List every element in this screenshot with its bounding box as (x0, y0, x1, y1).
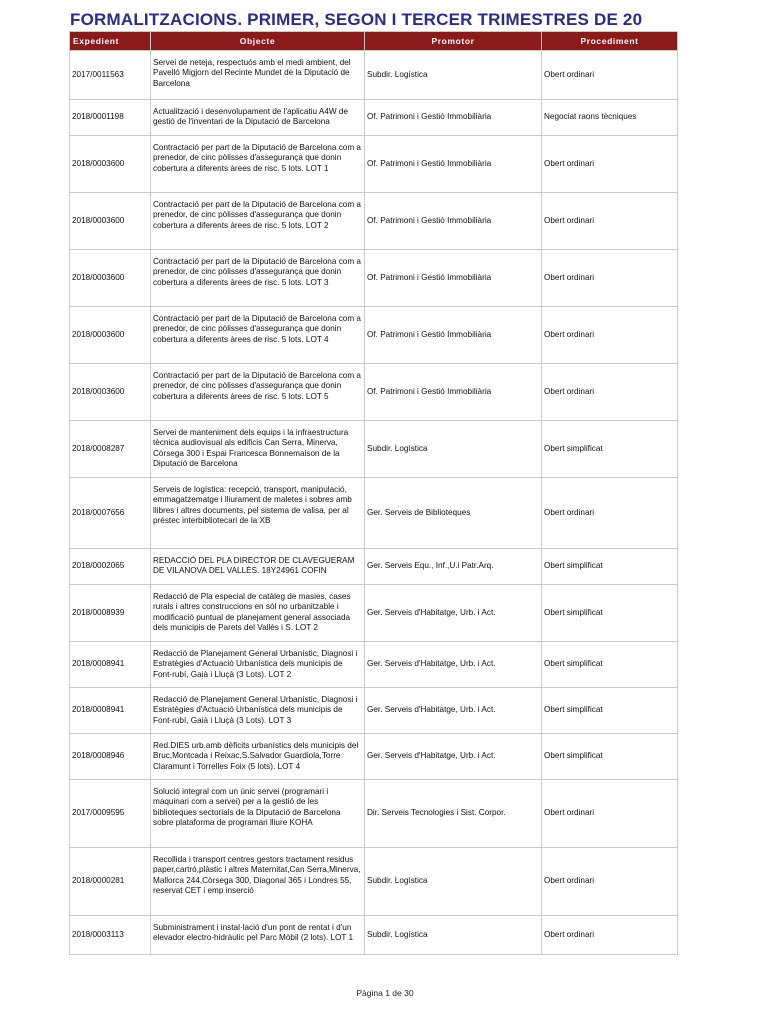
table-row (70, 364, 678, 421)
table-row (70, 780, 678, 848)
cell-procediment: Obert ordinari (542, 250, 678, 307)
cell-objecte: Contractació per part de la Diputació de Barcelona com a prenedor, de cinc pòlisses d'assegurança que donin cobertura a diferents àrees de risc. 5 lots. LOT 5 (151, 364, 365, 421)
cell-objecte: Subministrament i instal·lació d'un pont de rentat i d'un elevador electro-hidràulic pel Parc Mòbil (2 lots). LOT 1 (151, 916, 365, 955)
cell-promotor: Of. Patrimoni i Gestió Immobiliària (365, 193, 542, 250)
cell-procediment: Obert ordinari (542, 916, 678, 955)
cell-expedient: 2018/0008941 (70, 688, 151, 734)
cell-procediment: Obert simplificat (542, 734, 678, 780)
table-row (70, 688, 678, 734)
table-row (70, 136, 678, 193)
cell-procediment: Obert ordinari (542, 364, 678, 421)
table-row (70, 585, 678, 642)
cell-promotor: Of. Patrimoni i Gestió Immobiliària (365, 136, 542, 193)
cell-expedient: 2018/0001198 (70, 100, 151, 136)
column-header-procediment: Procediment (542, 32, 678, 51)
cell-objecte: Servei de neteja, respectuós amb el medi ambient, del Pavelló Migjorn del Recinte Mundet de la Diputació de Barcelona (151, 51, 365, 100)
cell-promotor: Ger. Serveis d'Habitatge, Urb. i Act. (365, 734, 542, 780)
formalitzacions-table (69, 31, 678, 955)
cell-promotor: Ger. Serveis d'Habitatge, Urb. i Act. (365, 585, 542, 642)
cell-expedient: 2018/0003600 (70, 193, 151, 250)
cell-expedient: 2018/0000281 (70, 848, 151, 916)
cell-objecte: Redacció de Planejament General Urbanístic, Diagnosi i Estratègies d'Actuació Urbanística dels municipis de Font-rubí, Gaià i Lluçà (3 Lots). LOT 3 (151, 688, 365, 734)
table-row (70, 421, 678, 478)
table-body (70, 51, 678, 955)
page-number: Pàgina 1 de 30 (356, 988, 414, 998)
cell-objecte: Recollida i transport centres gestors tractament residus paper,cartró,plàstic i altres Maternitat,Can Serra,Minerva, Mallorca 244,Còrsega 300, Diagonal 365 i Londres 55, reservat CET i emp inserció (151, 848, 365, 916)
table-row (70, 250, 678, 307)
cell-procediment: Obert ordinari (542, 51, 678, 100)
cell-promotor: Dir. Serveis Tecnologies i Sist. Corpor. (365, 780, 542, 848)
cell-promotor: Ger. Serveis Equ., Inf.,U.i Patr.Arq. (365, 549, 542, 585)
cell-promotor: Subdir. Logística (365, 848, 542, 916)
cell-expedient: 2018/0008287 (70, 421, 151, 478)
cell-promotor: Of. Patrimoni i Gestió Immobiliària (365, 250, 542, 307)
cell-procediment: Obert simplificat (542, 549, 678, 585)
cell-procediment: Obert ordinari (542, 478, 678, 549)
cell-expedient: 2018/0003600 (70, 364, 151, 421)
column-header-expedient: Expedient (70, 32, 151, 51)
cell-objecte: Contractació per part de la Diputació de Barcelona com a prenedor, de cinc pòlisses d'assegurança que donin cobertura a diferents àrees de risc. 5 lots. LOT 4 (151, 307, 365, 364)
cell-objecte: Servei de manteniment dels equips i la infraestructura tècnica audiovisual als edificis Can Serra, Minerva, Còrsega 300 i Espai Francesca Bonnemaison de la Diputació de Barcelona (151, 421, 365, 478)
cell-procediment: Negociat raons tècniques (542, 100, 678, 136)
cell-procediment: Obert simplificat (542, 585, 678, 642)
cell-procediment: Obert ordinari (542, 193, 678, 250)
cell-promotor: Subdir. Logística (365, 51, 542, 100)
cell-procediment: Obert simplificat (542, 688, 678, 734)
cell-promotor: Of. Patrimoni i Gestió Immobiliària (365, 307, 542, 364)
table-row (70, 100, 678, 136)
cell-expedient: 2017/0009595 (70, 780, 151, 848)
cell-promotor: Subdir. Logística (365, 916, 542, 955)
column-header-promotor: Promotor (365, 32, 542, 51)
cell-objecte: Contractació per part de la Diputació de Barcelona com a prenedor, de cinc pòlisses d'assegurança que donin cobertura a diferents àrees de risc. 5 lots. LOT 2 (151, 193, 365, 250)
page-title: FORMALITZACIONS. PRIMER, SEGON I TERCER TRIMESTRES DE 20 (70, 10, 643, 29)
cell-promotor: Ger. Serveis de Biblioteques (365, 478, 542, 549)
cell-expedient: 2018/0002065 (70, 549, 151, 585)
cell-promotor: Of. Patrimoni i Gestió Immobiliària (365, 100, 542, 136)
cell-objecte: REDACCIÓ DEL PLA DIRECTOR DE CLAVEGUERAM DE VILANOVA DEL VALLÈS. 18Y24961 COFIN (151, 549, 365, 585)
cell-objecte: Solució integral com un únic servei (programari i maquinari com a servei) per a la gestió de les biblioteques sectorials de la Diputació de Barcelona sobre plataforma de programari lliure KOHA (151, 780, 365, 848)
cell-objecte: Actualització i desenvolupament de l'aplicatiu A4W de gestió de l'inventari de la Diputació de Barcelona (151, 100, 365, 136)
table-header-row (70, 32, 678, 51)
table-row (70, 193, 678, 250)
cell-procediment: Obert ordinari (542, 136, 678, 193)
cell-expedient: 2018/0007656 (70, 478, 151, 549)
cell-objecte: Contractació per part de la Diputació de Barcelona com a prenedor, de cinc pòlisses d'assegurança que donin cobertura a diferents àrees de risc. 5 lots. LOT 1 (151, 136, 365, 193)
cell-procediment: Obert simplificat (542, 421, 678, 478)
cell-expedient: 2018/0008939 (70, 585, 151, 642)
cell-objecte: Serveis de logística: recepció, transport, manipulació, emmagatzematge i lliurament de maletes i sobres amb llibres i altres documents, pel sistema de valisa, per al préstec interbibliotecari de la XB (151, 478, 365, 549)
table-row (70, 642, 678, 688)
cell-promotor: Ger. Serveis d'Habitatge, Urb. i Act. (365, 688, 542, 734)
cell-objecte: Red.DIES urb.amb dèficits urbanístics dels municipis del Bruc,Montcada i Reixac,S.Salvador Guardiola,Torre Claramunt i Torrelles Foix (5 lots). LOT 4 (151, 734, 365, 780)
column-header-objecte: Objecte (151, 32, 365, 51)
table-row (70, 916, 678, 955)
cell-promotor: Of. Patrimoni i Gestió Immobiliària (365, 364, 542, 421)
cell-promotor: Subdir. Logística (365, 421, 542, 478)
table-row (70, 848, 678, 916)
cell-expedient: 2018/0003600 (70, 250, 151, 307)
cell-objecte: Contractació per part de la Diputació de Barcelona com a prenedor, de cinc pòlisses d'assegurança que donin cobertura a diferents àrees de risc. 5 lots. LOT 3 (151, 250, 365, 307)
table-row (70, 478, 678, 549)
cell-procediment: Obert simplificat (542, 642, 678, 688)
cell-procediment: Obert ordinari (542, 307, 678, 364)
table-row (70, 51, 678, 100)
table-row (70, 734, 678, 780)
table-row (70, 549, 678, 585)
cell-expedient: 2018/0003113 (70, 916, 151, 955)
cell-expedient: 2018/0003600 (70, 136, 151, 193)
cell-promotor: Ger. Serveis d'Habitatge, Urb. i Act. (365, 642, 542, 688)
cell-objecte: Redacció de Pla especial de catàleg de masies, cases rurals i altres construccions en sòl no urbanitzable i modificació puntual de planejament general associada dels municipis de Parets del Vallès i S. LOT 2 (151, 585, 365, 642)
cell-objecte: Redacció de Planejament General Urbanístic, Diagnosi i Estratègies d'Actuació Urbanística dels municipis de Font-rubí, Gaià i Lluçà (3 Lots). LOT 2 (151, 642, 365, 688)
cell-procediment: Obert ordinari (542, 848, 678, 916)
cell-expedient: 2017/0011563 (70, 51, 151, 100)
cell-expedient: 2018/0003600 (70, 307, 151, 364)
table-row (70, 307, 678, 364)
cell-procediment: Obert ordinari (542, 780, 678, 848)
cell-expedient: 2018/0008946 (70, 734, 151, 780)
cell-expedient: 2018/0008941 (70, 642, 151, 688)
